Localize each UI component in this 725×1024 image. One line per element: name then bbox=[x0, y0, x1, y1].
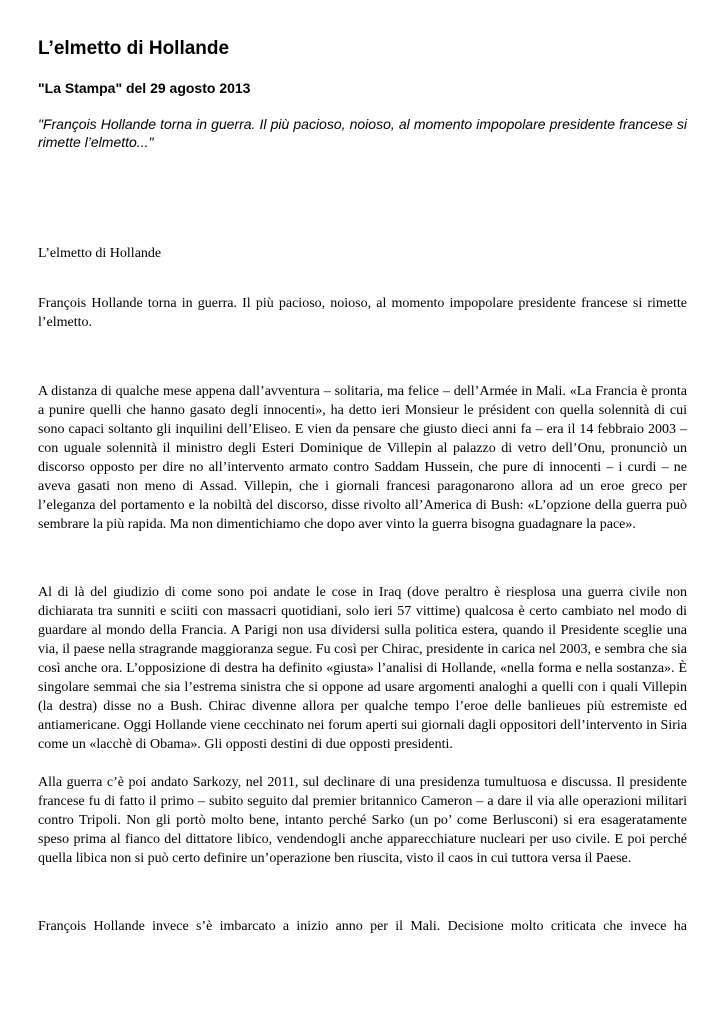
source-line: "La Stampa" del 29 agosto 2013 bbox=[38, 80, 251, 96]
document-title: L’elmetto di Hollande bbox=[38, 38, 230, 59]
body-title: L’elmetto di Hollande bbox=[38, 246, 162, 261]
document-page bbox=[38, 36, 687, 936]
paragraph-1: François Hollande torna in guerra. Il più pacioso, noioso, al momento impopolare presidente francese si rimette l’elmetto. bbox=[38, 296, 687, 330]
paragraph-4: Alla guerra c’è poi andato Sarkozy, nel 2011, sul declinare di una presidenza tumultuosa e discussa. Il presidente francese fu di fatto il primo – subito seguito dal premier britannico Cameron – a dare il via alle operazioni militari contro Tripoli. Non gli portò molto bene, intanto perché Sarko (un po’ come Berlusconi) si era esageratamente speso prima al fianco del dittatore libico, vendendogli anche apparecchiature nucleari per uso civile. E poi perché quella libica non si può certo definire un’operazione ben riuscita, visto il caos in cui tuttora versa il Paese. bbox=[38, 775, 687, 866]
lead-quote: "François Hollande torna in guerra. Il più pacioso, noioso, al momento impopolare presidente francese si rimette l’elmetto..." bbox=[38, 116, 687, 150]
paragraph-2: A distanza di qualche mese appena dall’avventura – solitaria, ma felice – dell’Armée in Mali. «La Francia è pronta a punire quelli che hanno gasato degli innocenti», ha detto ieri Monsieur le président con quella solennità di cui sono capaci soltanto gli inquilini dell’Eliseo. E vien da pensare che giusto dieci anni fa – era il 14 febbraio 2003 – con uguale solennità il ministro degli Esteri Dominique de Villepin al palazzo di vetro dell’Onu, pronunciò un discorso opposto per dire no all’intervento armato contro Saddam Hussein, che pure di innocenti – i curdi – ne aveva gasati non meno di Assad. Villepin, che i giornali francesi paragonarono allora ad un eroe greco per l’eleganza del portamento e la nobiltà del discorso, disse rivolto all’America di Bush: «L’opzione della guerra può sembrare la più rapida. Ma non dimentichiamo che dopo aver vinto la guerra bisogna guadagnare la pace». bbox=[38, 384, 687, 532]
paragraph-5: François Hollande invece s’è imbarcato a inizio anno per il Mali. Decisione molto criticata che invece ha bbox=[38, 919, 687, 934]
paragraph-3: Al di là del giudizio di come sono poi andate le cose in Iraq (dove peraltro è riesplosa una guerra civile non dichiarata tra sunniti e sciiti con massacri quotidiani, solo ieri 57 vittime) qualcosa è certo cambiato nel modo di guardare al mondo della Francia. A Parigi non usa dividersi sulla politica estera, quando il Presidente sceglie una via, il paese nella stragrande maggioranza segue. Fu così per Chirac, presidente in carica nel 2003, e sembra che sia così anche ora. L’opposizione di destra ha definito «giusta» l’analisi di Hollande, «nella forma e nella sostanza». È singolare semmai che sia l’estrema sinistra che si oppone ad usare argomenti analoghi a quelli con i quali Villepin (la destra) disse no a Bush. Chirac divenne allora per qualche tempo l’eroe delle banlieues più estremiste ed antiamericane. Oggi Hollande viene cecchinato nei forum aperti sui giornali dagli oppositori dell’intervento in Siria come un «lacchè di Obama». Gli opposti destini di due opposti presidenti. bbox=[38, 585, 687, 752]
